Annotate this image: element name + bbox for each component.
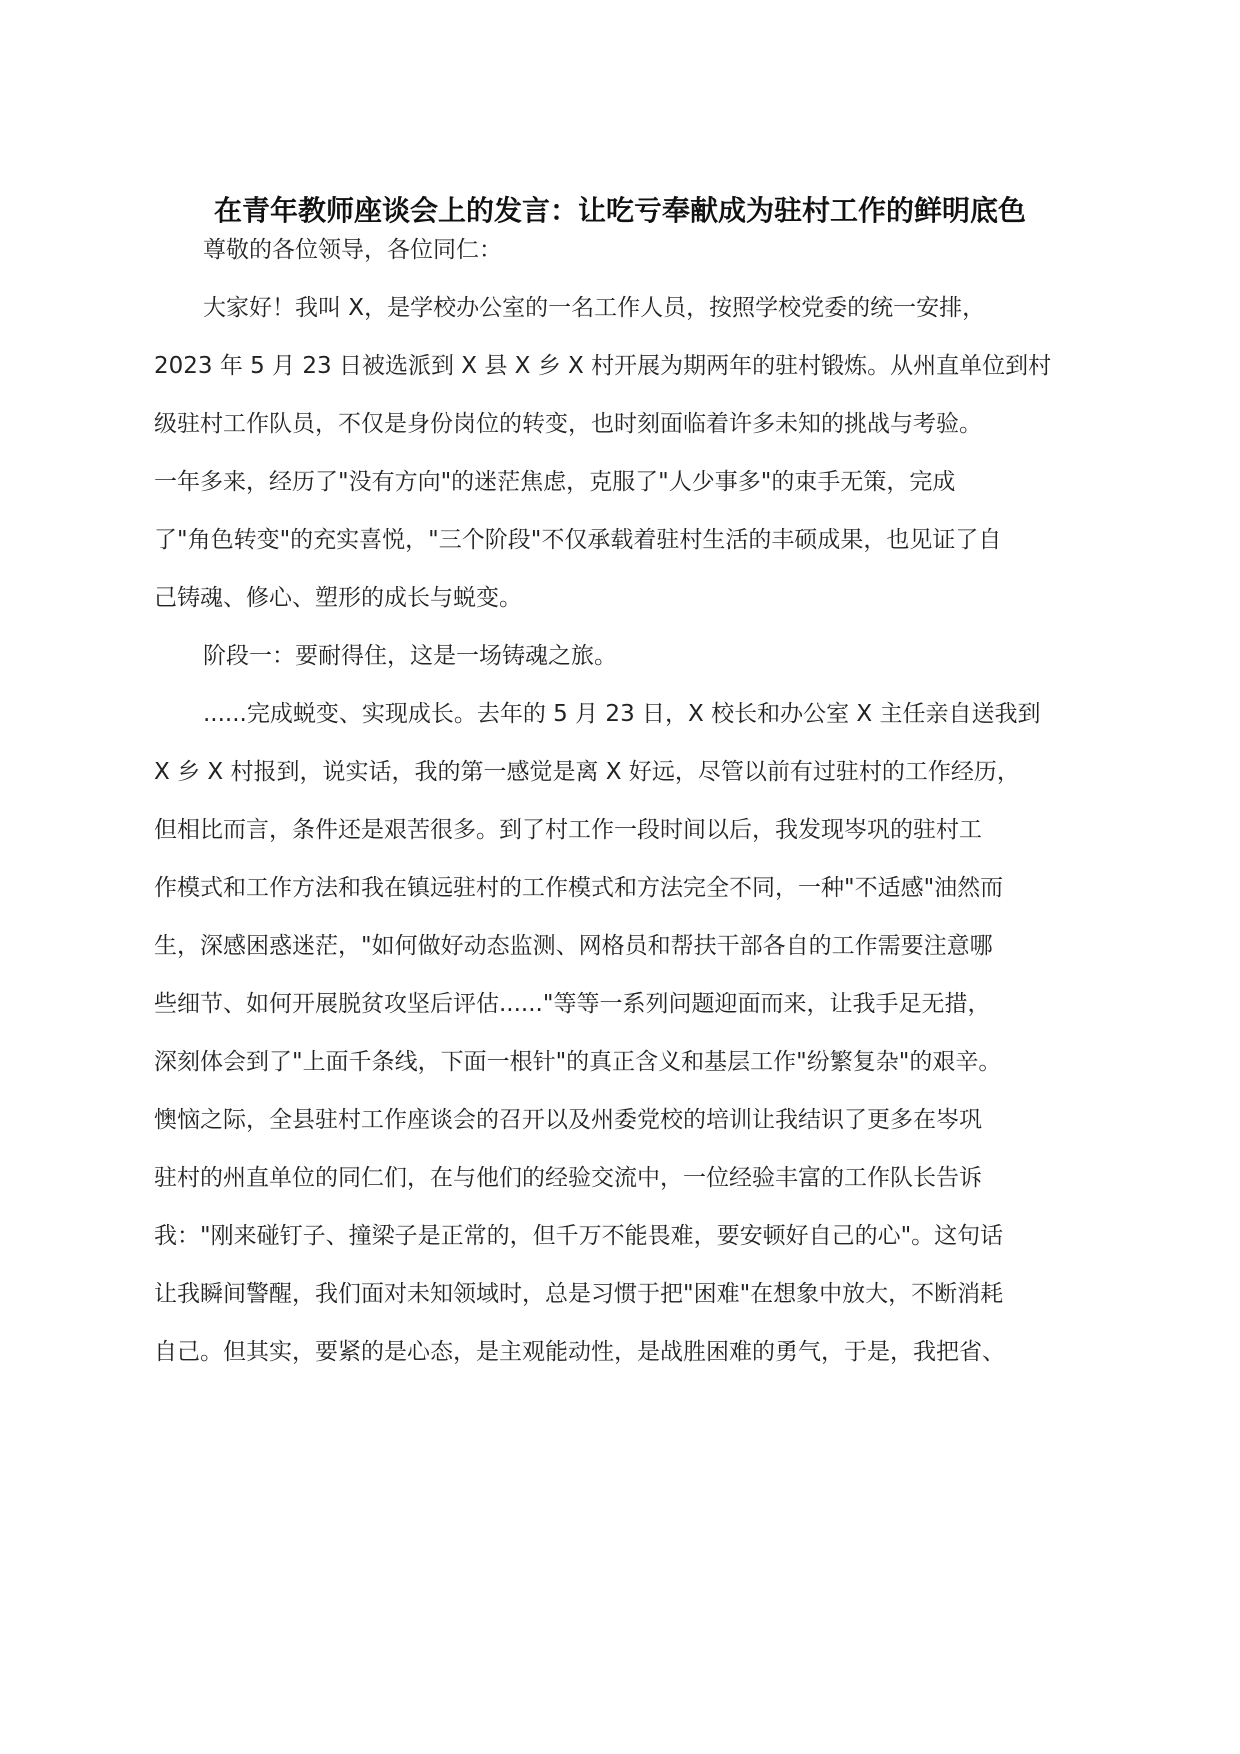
salutation-line: 尊敬的各位领导，各位同仁： (203, 237, 502, 263)
paragraph-line: ......完成蜕变、实现成长。去年的 5 月 23 日，X 校长和办公室 X 主任亲自送我到 (203, 701, 1041, 727)
document-title: 在青年教师座谈会上的发言：让吃亏奉献成为驻村工作的鲜明底色 (213, 194, 1026, 227)
paragraph-line: 大家好！我叫 X，是学校办公室的一名工作人员，按照学校党委的统一安排， (203, 295, 986, 321)
paragraph-line: 些细节、如何开展脱贫攻坚后评估......"等等一系列问题迎面而来，让我手足无措， (154, 991, 991, 1017)
paragraph-line: 作模式和工作方法和我在镇远驻村的工作模式和方法完全不同，一种"不适感"油然而 (154, 875, 1004, 901)
paragraph-line: 生，深感困惑迷茫，"如何做好动态监测、网格员和帮扶干部各自的工作需要注意哪 (154, 933, 993, 959)
paragraph-line: 深刻体会到了"上面千条线，下面一根针"的真正含义和基层工作"纷繁复杂"的艰辛。 (154, 1049, 1002, 1075)
paragraph-line: 但相比而言，条件还是艰苦很多。到了村工作一段时间以后，我发现岑巩的驻村工 (154, 817, 982, 843)
paragraph-line: 懊恼之际，全县驻村工作座谈会的召开以及州委党校的培训让我结识了更多在岑巩 (154, 1107, 982, 1133)
paragraph-line: 2023 年 5 月 23 日被选派到 X 县 X 乡 X 村开展为期两年的驻村锻炼。从州直单位到村 (154, 353, 1052, 379)
paragraph-line: 自己。但其实，要紧的是心态，是主观能动性，是战胜困难的勇气，于是，我把省、 (154, 1339, 1005, 1365)
paragraph-line: X 乡 X 村报到，说实话，我的第一感觉是离 X 好远，尽管以前有过驻村的工作经历， (154, 759, 1020, 785)
paragraph-line: 驻村的州直单位的同仁们，在与他们的经验交流中，一位经验丰富的工作队长告诉 (154, 1165, 982, 1191)
paragraph-line: 一年多来，经历了"没有方向"的迷茫焦虑，克服了"人少事多"的束手无策，完成 (154, 469, 956, 495)
paragraph-line: 我："刚来碰钉子、撞梁子是正常的，但千万不能畏难，要安顿好自己的心"。这句话 (154, 1223, 1004, 1249)
paragraph-line: 己铸魂、修心、塑形的成长与蜕变。 (154, 585, 522, 611)
section-heading-line: 阶段一：要耐得住，这是一场铸魂之旅。 (203, 643, 617, 669)
paragraph-line: 让我瞬间警醒，我们面对未知领域时，总是习惯于把"困难"在想象中放大，不断消耗 (154, 1281, 1004, 1307)
paragraph-line: 了"角色转变"的充实喜悦，"三个阶段"不仅承载着驻村生活的丰硕成果，也见证了自 (154, 527, 1002, 553)
paragraph-line: 级驻村工作队员，不仅是身份岗位的转变，也时刻面临着许多未知的挑战与考验。 (154, 411, 982, 437)
